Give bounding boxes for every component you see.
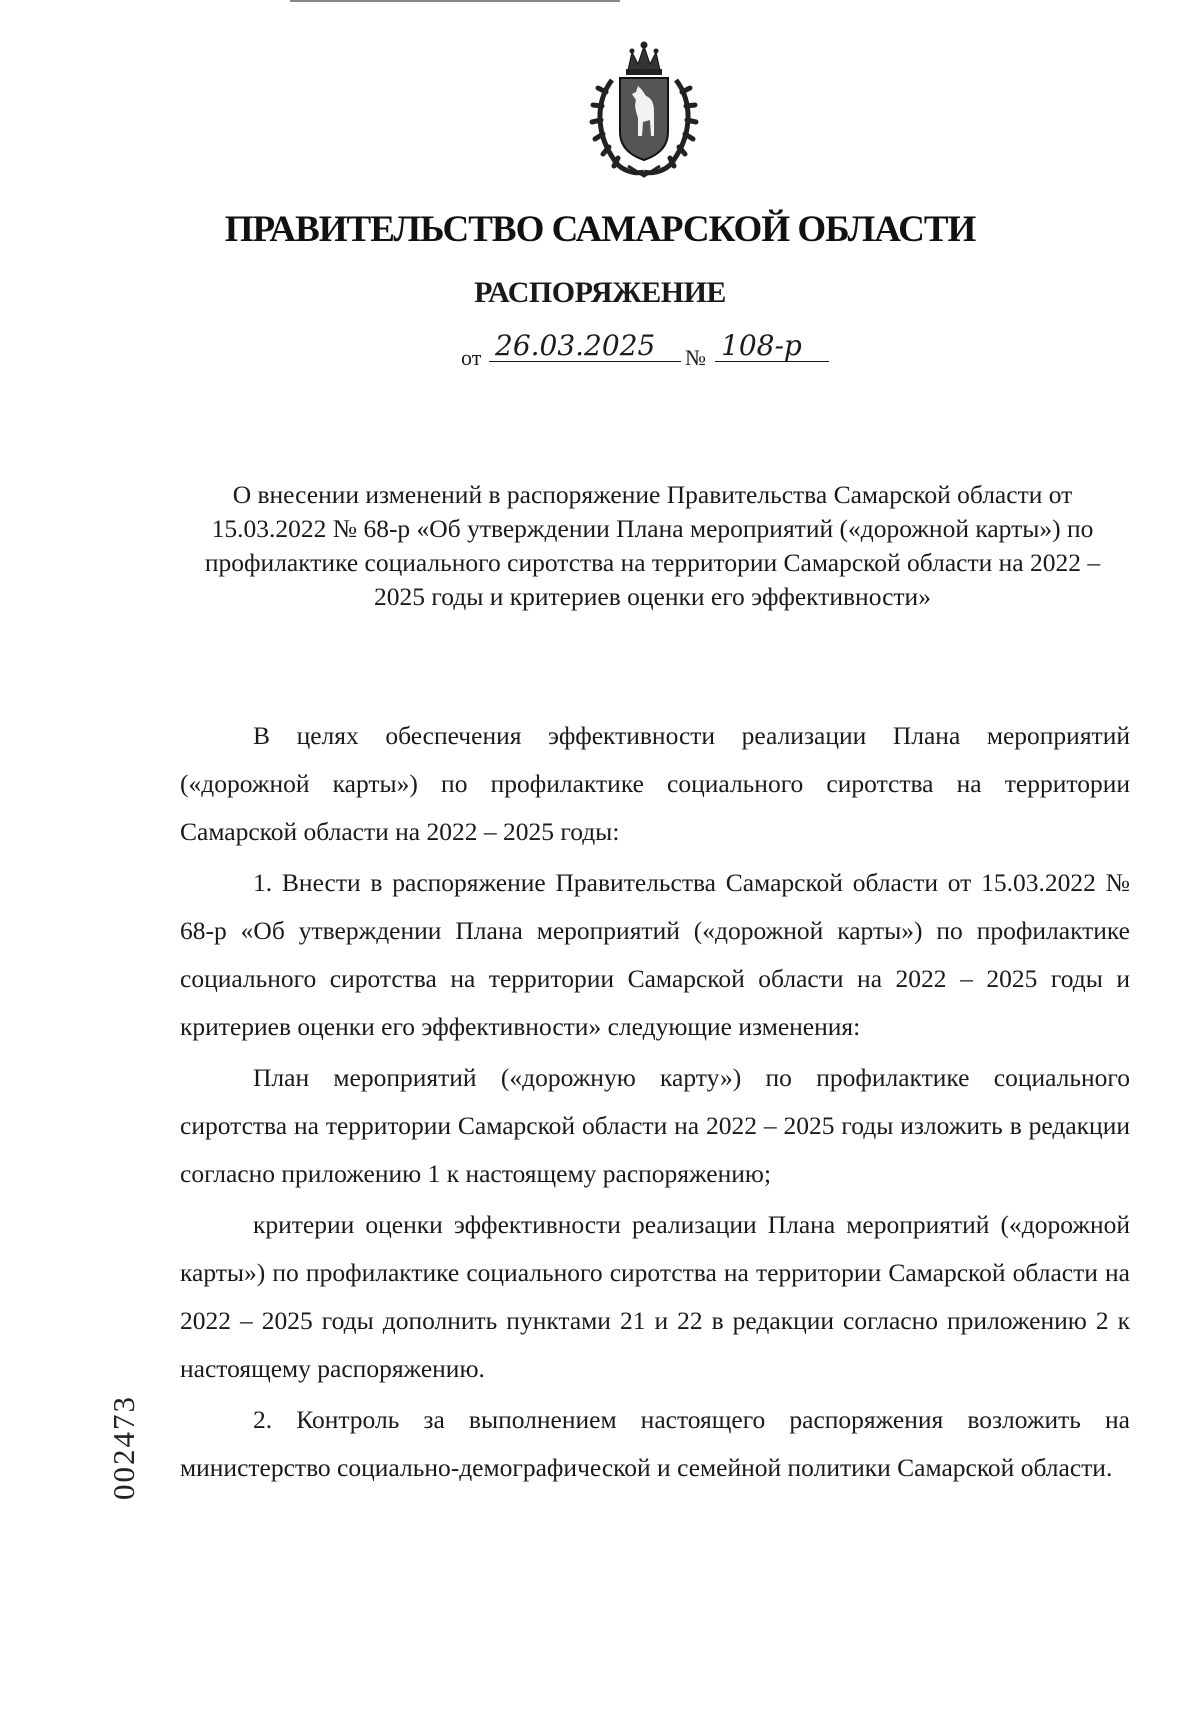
body-paragraph: 2. Контроль за выполнением настоящего распоряжения возложить на министерство социально-демографической и семейной политики Самарской области. [180, 1405, 1130, 1482]
body-paragraph: В целях обеспечения эффективности реализации Плана мероприятий («дорожной карты») по профилактике социального сиротства на территории Самарской области на 2022 – 2025 годы: [180, 721, 1130, 846]
body-paragraph: 1. Внести в распоряжение Правительства Самарской области от 15.03.2022 № 68-р «Об утверждении Плана мероприятий («дорожной карты») по профилактике социального сиротства на территории Самарской области на 2022 – 2025 годы и критериев оценки его эффективности» следующие изменения: [180, 868, 1130, 1041]
organization-title: ПРАВИТЕЛЬСТВО САМАРСКОЙ ОБЛАСТИ [224, 209, 976, 250]
body-paragraph: План мероприятий («дорожную карту») по профилактике социального сиротства на территории Самарской области на 2022 – 2025 годы изложить в редакции согласно приложению 1 к настоящему распоряжению; [180, 1063, 1130, 1188]
date-label: от [461, 345, 482, 370]
registration-number: 002473 [106, 1395, 141, 1500]
date-value: 26.03.2025 [489, 329, 681, 362]
scan-edge-line [290, 0, 620, 2]
document-number-line [461, 329, 841, 375]
document-subject: О внесении изменений в распоряжение Правительства Самарской области от 15.03.2022 № 68-р «Об утверждении Плана мероприятий («дорожной карты») по профилактике социального сиротства на территории Самарской области на 2022 – 2025 годы и критериев оценки его эффективности» [204, 480, 1101, 611]
number-value: 108-р [715, 329, 829, 362]
coat-of-arms-icon [588, 40, 700, 180]
document-type: РАСПОРЯЖЕНИЕ [474, 276, 726, 309]
number-label: № [685, 345, 706, 370]
body-paragraph: критерии оценки эффективности реализации Плана мероприятий («дорожной карты») по профилактике социального сиротства на территории Самарской области на 2022 – 2025 годы дополнить пунктами 21 и 22 в редакции согласно приложению 2 к настоящему распоряжению. [180, 1210, 1130, 1383]
document-body [180, 712, 1130, 1495]
